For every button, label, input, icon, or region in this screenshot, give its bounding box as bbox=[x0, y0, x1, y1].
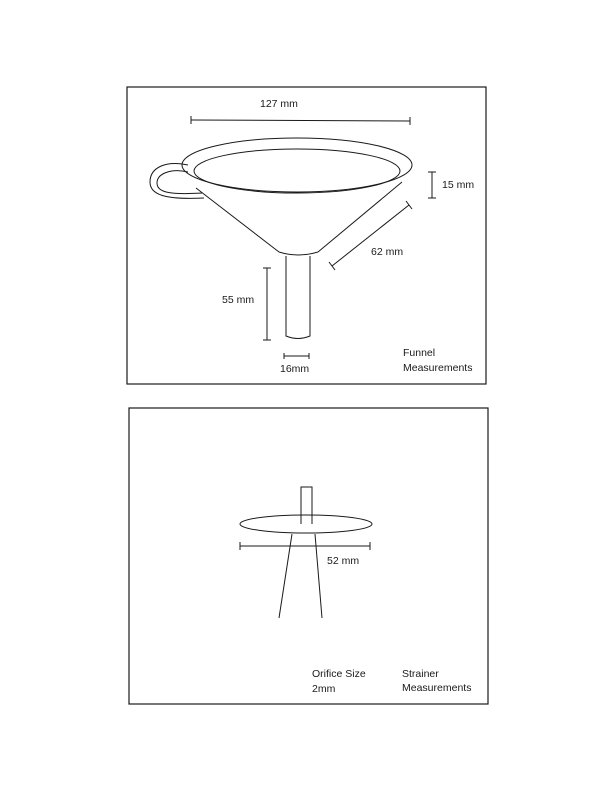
orifice-line1: Orifice Size bbox=[312, 668, 366, 680]
strainer-caption-line1: Strainer bbox=[402, 668, 439, 680]
dimension-top-width bbox=[191, 98, 410, 125]
funnel-cone-left bbox=[196, 188, 279, 252]
funnel-drawing bbox=[150, 138, 412, 339]
strainer-panel-frame bbox=[129, 408, 488, 704]
dimension-cone-side bbox=[329, 201, 412, 270]
funnel-panel-frame bbox=[127, 87, 486, 384]
funnel-rim-outer bbox=[182, 138, 412, 192]
strainer-caption-line2: Measurements bbox=[402, 682, 472, 694]
strainer-disc bbox=[240, 515, 372, 533]
spout-width-label: 16mm bbox=[280, 363, 310, 375]
dimension-spout-length bbox=[222, 268, 271, 340]
dimension-spout-width bbox=[280, 353, 309, 375]
funnel-panel bbox=[127, 87, 486, 384]
funnel-rim-inner bbox=[194, 149, 400, 193]
cone-side-label: 62 mm bbox=[371, 246, 404, 258]
rim-height-label: 15 mm bbox=[442, 179, 475, 191]
strainer-panel bbox=[129, 408, 488, 704]
strainer-leg-right bbox=[315, 534, 322, 618]
dimension-diameter bbox=[240, 542, 370, 567]
funnel-cone-bottom bbox=[279, 252, 318, 255]
dimension-rim-height bbox=[428, 172, 474, 198]
spout-length-label: 55 mm bbox=[222, 294, 255, 306]
funnel-caption-line1: Funnel bbox=[403, 347, 436, 359]
funnel-spout bbox=[286, 256, 310, 339]
strainer-handle-post bbox=[301, 487, 312, 524]
strainer-leg-left bbox=[279, 534, 292, 618]
funnel-cone-right bbox=[318, 182, 402, 252]
diameter-label: 52 mm bbox=[327, 555, 360, 567]
funnel-caption-line2: Measurements bbox=[403, 362, 473, 374]
top-width-label: 127 mm bbox=[260, 98, 298, 110]
orifice-line2: 2mm bbox=[312, 683, 336, 695]
strainer-drawing bbox=[240, 487, 372, 618]
